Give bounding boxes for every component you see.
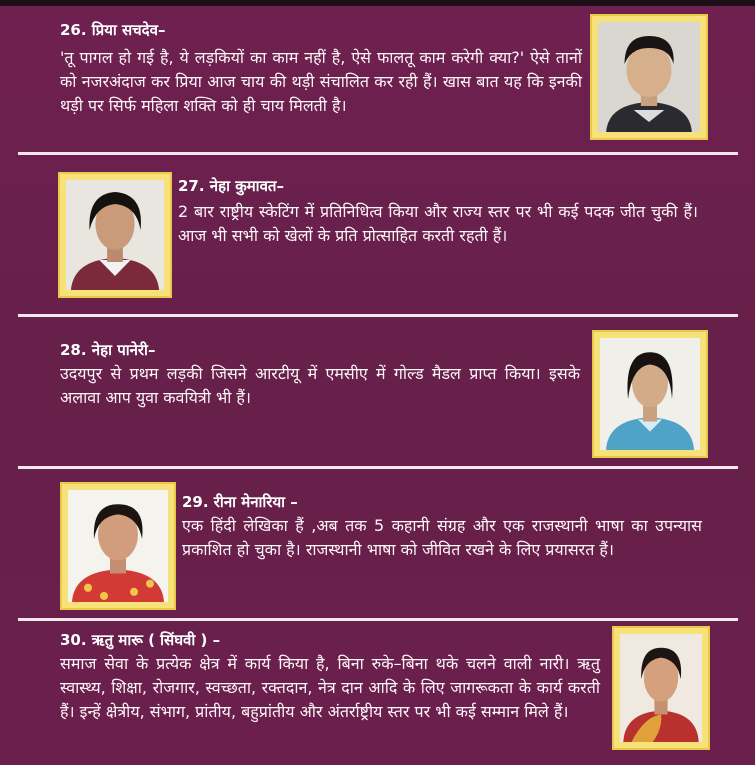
entry-card-29	[0, 474, 755, 614]
entry-description: 2 बार राष्ट्रीय स्केटिंग में प्रतिनिधित्व किया और राज्य स्तर पर भी कई पदक जीत चुकी हैं। आज भी सभी को खेलों के प्रति प्रोत्साहित करती रहती हैं।	[178, 202, 698, 245]
portrait-photo-frame	[58, 172, 172, 298]
portrait-photo-frame	[60, 482, 176, 610]
portrait-photo-frame	[590, 14, 708, 140]
entry-card-28	[0, 322, 755, 462]
entry-card-27	[0, 160, 755, 310]
entry-description: समाज सेवा के प्रत्येक क्षेत्र में कार्य किया है, बिना रुके–बिना थके चलने वाली नारी। ऋतु स्वास्थ्य, शिक्षा, रोजगार, स्वच्छता, रक्तदान, नेत्र दान आदि के लिए जागरूकता के कार्य करती हैं। इन्हें क्षेत्रीय, संभाग, प्रांतीय, बहुप्रांतीय और अंतर्राष्ट्रीय स्तर पर भी कई सम्मान मिले हैं।	[60, 654, 600, 721]
entry-title: 28. नेहा पानेरी–	[60, 341, 156, 359]
entry-description: 'तू पागल हो गई है, ये लड़कियों का काम नहीं है, ऐसे फालतू काम करेगी क्या?' ऐसे तानों को नजरअंदाज कर प्रिया आज चाय की थड़ी संचालित कर रही हैं। खास बात यह कि इनकी थड़ी पर सिर्फ महिला शक्ति को ही चाय मिलती है।	[60, 48, 582, 115]
portrait-photo	[68, 490, 168, 602]
entry-title: 30. ऋतु मारू ( सिंघवी ) –	[60, 631, 221, 649]
section-divider	[18, 466, 738, 469]
portrait-photo-frame	[612, 626, 710, 750]
entry-card-30	[0, 626, 755, 765]
entry-title: 27. नेहा कुमावत–	[178, 177, 284, 195]
section-divider	[18, 314, 738, 317]
entry-description: एक हिंदी लेखिका हैं ,अब तक 5 कहानी संग्रह और एक राजस्थानी भाषा का उपन्यास प्रकाशित हो चुका है। राजस्थानी भाषा को जीवित रखने के लिए प्रयासरत हैं।	[182, 516, 702, 559]
portrait-photo	[620, 634, 702, 742]
portrait-photo	[66, 180, 164, 290]
section-divider	[18, 618, 738, 621]
entry-card-26	[0, 0, 755, 150]
section-divider	[18, 152, 738, 155]
entry-title: 26. प्रिया सचदेव–	[60, 21, 166, 39]
portrait-photo	[598, 22, 700, 132]
portrait-photo	[600, 338, 700, 450]
entry-description: उदयपुर से प्रथम लड़की जिसने आरटीयू में एमसीए में गोल्ड मैडल प्राप्त किया। इसके अलावा आप युवा कवयित्री भी हैं।	[60, 364, 580, 407]
portrait-photo-frame	[592, 330, 708, 458]
entry-title: 29. रीना मेनारिया –	[182, 493, 298, 511]
